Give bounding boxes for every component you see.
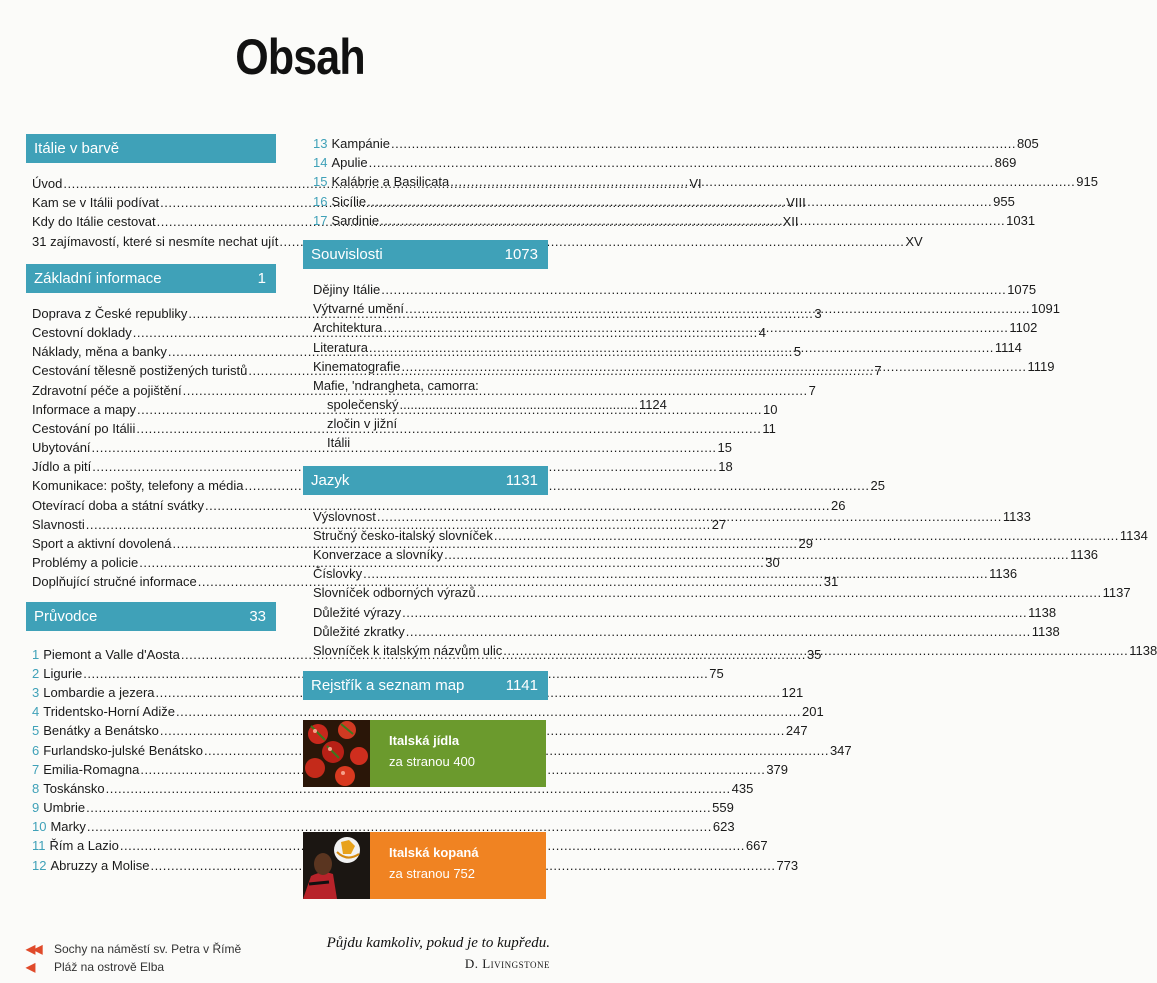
toc-entry[interactable]: Jídlo a pití ..... 18 — [32, 457, 276, 476]
food-section-card[interactable] — [303, 720, 546, 787]
toc-entry-multiline[interactable]: Mafie, 'ndrangheta, camorra: společenský zločin v jižní Itálii .................................................................. 1124 — [313, 377, 667, 451]
toc-entry[interactable]: 4 Tridentsko-Horní Adiže ..... 201 — [32, 702, 276, 721]
toc-entry[interactable]: Ubytování ..... 15 — [32, 438, 276, 457]
toc-entry[interactable]: 13 Kampánie ..... 805 — [313, 134, 548, 153]
toc-entry[interactable]: Cestování po Itálii ..... 11 — [32, 419, 276, 438]
section-header-jazyk[interactable] — [303, 466, 548, 495]
quote-author: D. Livingstone — [464, 956, 550, 971]
toc-entry[interactable]: Doplňující stručné informace ..... 31 — [32, 572, 276, 591]
toc-entry[interactable]: Doprava z České republiky ..... 3 — [32, 304, 276, 323]
toc-entry[interactable]: Důležité výrazy ..... 1138 — [313, 603, 548, 622]
section-page: 33 — [249, 607, 266, 625]
caption-text: Sochy na náměstí sv. Petra v Římě — [54, 942, 242, 956]
toc-entry[interactable]: 5 Benátky a Benátsko ..... 247 — [32, 721, 276, 740]
toc-entry[interactable]: Slavnosti ..... 27 — [32, 515, 276, 534]
section-title: Základní informace — [34, 269, 162, 287]
toc-entry[interactable]: Informace a mapy ..... 10 — [32, 400, 276, 419]
toc-entry[interactable]: 12 Abruzzy a Molise ..... 773 — [32, 856, 276, 875]
toc-entry[interactable]: Dějiny Itálie ..... 1075 — [313, 280, 548, 299]
toc-entry[interactable]: 15 Kalábrie a Basilicata ..... 915 — [313, 172, 548, 191]
toc-entry[interactable]: Výtvarné umění ..... 1091 — [313, 299, 548, 318]
toc-entry[interactable]: Slovníček k italským názvům ulic ..... 1138 — [313, 641, 548, 660]
card-title: Italská kopaná — [389, 845, 479, 860]
toc-entry[interactable]: Číslovky ..... 1136 — [313, 564, 548, 583]
section-header-zakladni-informace[interactable] — [26, 264, 276, 293]
toc-entry[interactable]: Architektura ..... 1102 — [313, 318, 548, 337]
caption-row — [26, 940, 241, 958]
toc-entry[interactable]: 31 zajímavostí, které si nesmíte nechat ujít ..... XV — [32, 232, 276, 251]
toc-entry[interactable]: Konverzace a slovníky ..... 1136 — [313, 545, 548, 564]
caption-row — [26, 958, 241, 976]
section-title: Souvislosti — [311, 245, 383, 263]
toc-entry[interactable]: 11 Řím a Lazio ..... 667 — [32, 836, 276, 855]
toc-entry[interactable]: 17 Sardinie ..... 1031 — [313, 211, 548, 230]
toc-entry[interactable]: Důležité zkratky ..... 1138 — [313, 622, 548, 641]
section-page: 1 — [257, 269, 266, 287]
toc-entry[interactable]: Zdravotní péče a pojištění ..... 7 — [32, 381, 276, 400]
football-section-card[interactable] — [303, 832, 546, 899]
section-title: Itálie v barvě — [34, 140, 120, 157]
toc-entry[interactable]: Kam se v Itálii podívat ..... VIII — [32, 193, 276, 212]
toc-entry[interactable]: Literatura ..... 1114 — [313, 338, 548, 357]
toc-entry[interactable]: Výslovnost ..... 1133 — [313, 507, 548, 526]
toc-entry[interactable]: Kdy do Itálie cestovat ..... XII — [32, 212, 276, 231]
toc-entry[interactable]: 9 Umbrie ..... 559 — [32, 798, 276, 817]
toc-entry[interactable]: 16 Sicílie ..... 955 — [313, 192, 548, 211]
footballer-photo — [303, 832, 370, 899]
section-header-pruvodce[interactable] — [26, 602, 276, 631]
toc-entry[interactable]: 10 Marky ..... 623 — [32, 817, 276, 836]
card-subtitle: za stranou 400 — [389, 754, 476, 769]
section-header-souvislosti[interactable] — [303, 240, 548, 269]
photo-captions — [26, 940, 241, 976]
toc-entry[interactable]: Slovníček odborných výrazů ..... 1137 — [313, 583, 548, 602]
card-title: Italská jídla — [389, 733, 460, 748]
quote-text: Půjdu kamkoliv, pokud je to kupředu. — [326, 935, 550, 951]
card-subtitle: za stranou 752 — [389, 866, 476, 881]
section-title: Jazyk — [311, 471, 350, 489]
section-header-rejstrik[interactable] — [303, 671, 548, 700]
toc-entry[interactable]: Cestování tělesně postižených turistů ..... 7 — [32, 361, 276, 380]
section-header-italie-v-barve[interactable] — [26, 134, 276, 163]
toc-entry[interactable]: 1 Piemont a Valle d'Aosta ..... 35 — [32, 645, 276, 664]
tomatoes-photo — [303, 720, 370, 787]
toc-entry[interactable]: Stručný česko-italský slovníček ..... 1134 — [313, 526, 548, 545]
section-page: 1073 — [504, 245, 538, 263]
toc-entry[interactable]: 3 Lombardie a jezera ..... 121 — [32, 683, 276, 702]
section-page: 1141 — [505, 677, 538, 695]
section-title: Rejstřík a seznam map — [311, 677, 465, 695]
toc-entry[interactable]: Problémy a policie ..... 30 — [32, 553, 276, 572]
toc-entry[interactable]: 6 Furlandsko-julské Benátsko ..... 347 — [32, 741, 276, 760]
caption-text: Pláž na ostrově Elba — [54, 960, 165, 974]
toc-entry[interactable]: 8 Toskánsko ..... 435 — [32, 779, 276, 798]
double-left-arrow-icon: ◀◀ — [26, 942, 41, 956]
toc-entry[interactable]: 2 Ligurie ..... 75 — [32, 664, 276, 683]
section-title: Průvodce — [34, 607, 98, 625]
toc-entry[interactable]: Komunikace: pošty, telefony a média ..... 25 — [32, 476, 276, 495]
toc-entry[interactable]: Sport a aktivní dovolená ..... 29 — [32, 534, 276, 553]
left-arrow-icon: ◀ — [26, 960, 34, 974]
toc-entry[interactable]: Kinematografie ..... 1119 — [313, 357, 548, 376]
toc-entry[interactable]: Cestovní doklady ..... 4 — [32, 323, 276, 342]
toc-entry[interactable]: 14 Apulie ..... 869 — [313, 153, 548, 172]
toc-entry[interactable]: Náklady, měna a banky ..... 5 — [32, 342, 276, 361]
section-page: 1131 — [505, 471, 538, 489]
page-title: Obsah — [235, 29, 365, 85]
toc-entry[interactable]: 7 Emilia-Romagna ..... 379 — [32, 760, 276, 779]
toc-entry[interactable]: Úvod ..... VI — [32, 174, 276, 193]
toc-entry[interactable]: Otevírací doba a státní svátky ..... 26 — [32, 496, 276, 515]
